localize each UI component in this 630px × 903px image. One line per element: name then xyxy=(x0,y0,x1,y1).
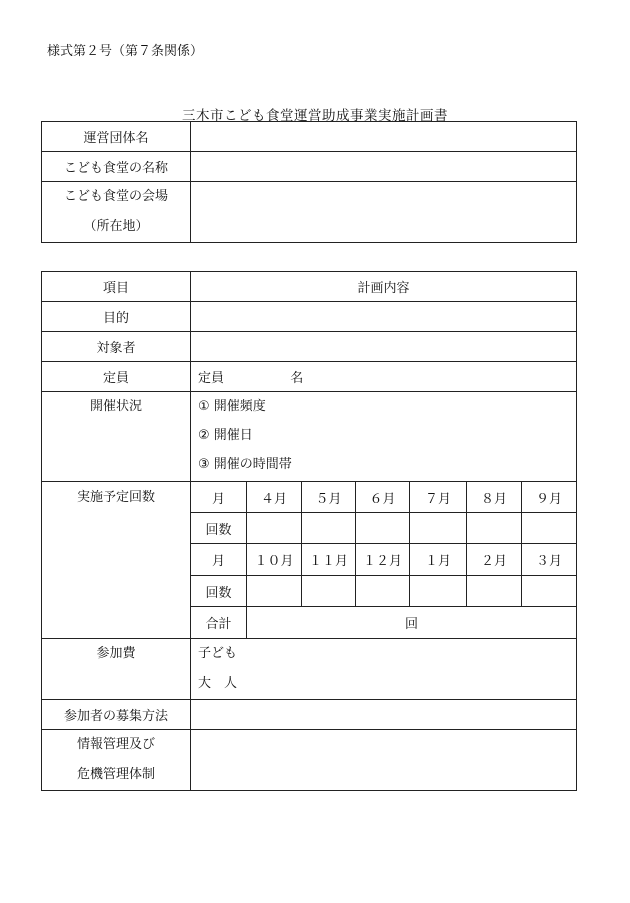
org-name-label: 運営団体名 xyxy=(42,122,191,152)
purpose-row xyxy=(42,302,577,332)
fee-row xyxy=(42,639,577,700)
organization-table xyxy=(41,121,577,243)
count-cell[interactable] xyxy=(247,513,302,544)
count-cell[interactable] xyxy=(356,513,410,544)
capacity-row xyxy=(42,362,577,392)
status-field[interactable] xyxy=(191,392,577,482)
month-cell: １月 xyxy=(410,544,467,576)
fee-label xyxy=(42,639,191,700)
count-header-1: 回数 xyxy=(191,513,247,544)
month-cell: ４月 xyxy=(247,482,302,513)
info-management-field[interactable] xyxy=(191,730,577,791)
count-cell[interactable] xyxy=(410,513,467,544)
info-management-row xyxy=(42,730,577,791)
month-cell: ２月 xyxy=(467,544,522,576)
month-cell: １２月 xyxy=(356,544,410,576)
total-unit: 回 xyxy=(404,617,418,632)
form-number: 様式第２号（第７条関係） xyxy=(47,44,204,59)
recruit-label: 参加者の募集方法 xyxy=(42,700,191,730)
month-cell: ６月 xyxy=(356,482,410,513)
status-label-text: 開催状況 xyxy=(89,399,142,414)
total-label: 合計 xyxy=(191,607,247,639)
month-cell: １０月 xyxy=(247,544,302,576)
schedule-month-row-1 xyxy=(42,482,577,513)
purpose-label: 目的 xyxy=(42,302,191,332)
fee-adult: 大 人 xyxy=(198,676,238,691)
month-cell: ８月 xyxy=(467,482,522,513)
count-cell[interactable] xyxy=(467,513,522,544)
count-cell[interactable] xyxy=(522,513,577,544)
month-cell: ３月 xyxy=(522,544,577,576)
venue-label xyxy=(42,182,191,243)
venue-row xyxy=(42,182,577,243)
count-cell[interactable] xyxy=(410,576,467,607)
status-label xyxy=(42,392,191,482)
count-cell[interactable] xyxy=(356,576,410,607)
org-name-field[interactable] xyxy=(191,122,577,152)
total-field[interactable] xyxy=(247,607,577,639)
status-row xyxy=(42,392,577,482)
capacity-prefix: 定員 xyxy=(198,371,225,386)
count-cell[interactable] xyxy=(302,513,356,544)
month-cell: ５月 xyxy=(302,482,356,513)
schedule-label-text: 実施予定回数 xyxy=(76,490,155,505)
shokudo-name-row xyxy=(42,152,577,182)
document-title: 三木市こども食堂運営助成事業実施計画書 xyxy=(182,108,448,124)
plan-table xyxy=(41,271,577,791)
info-management-label xyxy=(42,730,191,791)
month-cell: １１月 xyxy=(302,544,356,576)
shokudo-name-field[interactable] xyxy=(191,152,577,182)
capacity-field[interactable] xyxy=(191,362,577,392)
target-field[interactable] xyxy=(191,332,577,362)
recruit-field[interactable] xyxy=(191,700,577,730)
month-cell: ９月 xyxy=(522,482,577,513)
target-row xyxy=(42,332,577,362)
count-cell[interactable] xyxy=(302,576,356,607)
col-item-header: 項目 xyxy=(42,272,191,302)
schedule-label xyxy=(42,482,191,639)
count-cell[interactable] xyxy=(522,576,577,607)
plan-header-row xyxy=(42,272,577,302)
month-header-1: 月 xyxy=(191,482,247,513)
col-content-header: 計画内容 xyxy=(191,272,577,302)
info-label-line1: 情報管理及び xyxy=(76,737,155,752)
month-header-2: 月 xyxy=(191,544,247,576)
capacity-unit: 名 xyxy=(290,371,304,386)
status-item-dates: ② 開催日 xyxy=(198,428,253,443)
info-label-line2: 危機管理体制 xyxy=(76,767,155,782)
venue-label-line2: （所在地） xyxy=(83,219,149,234)
fee-child: 子ども xyxy=(198,646,238,661)
fee-field[interactable] xyxy=(191,639,577,700)
venue-field[interactable] xyxy=(191,182,577,243)
status-item-timeslot: ③ 開催の時間帯 xyxy=(198,457,292,472)
target-label: 対象者 xyxy=(42,332,191,362)
count-cell[interactable] xyxy=(467,576,522,607)
venue-label-line1: こども食堂の会場 xyxy=(63,189,168,204)
org-name-row xyxy=(42,122,577,152)
purpose-field[interactable] xyxy=(191,302,577,332)
recruit-row xyxy=(42,700,577,730)
status-item-frequency: ① 開催頻度 xyxy=(198,399,266,414)
count-header-2: 回数 xyxy=(191,576,247,607)
month-cell: ７月 xyxy=(410,482,467,513)
count-cell[interactable] xyxy=(247,576,302,607)
capacity-label: 定員 xyxy=(42,362,191,392)
fee-label-text: 参加費 xyxy=(96,646,136,661)
shokudo-name-label: こども食堂の名称 xyxy=(42,152,191,182)
